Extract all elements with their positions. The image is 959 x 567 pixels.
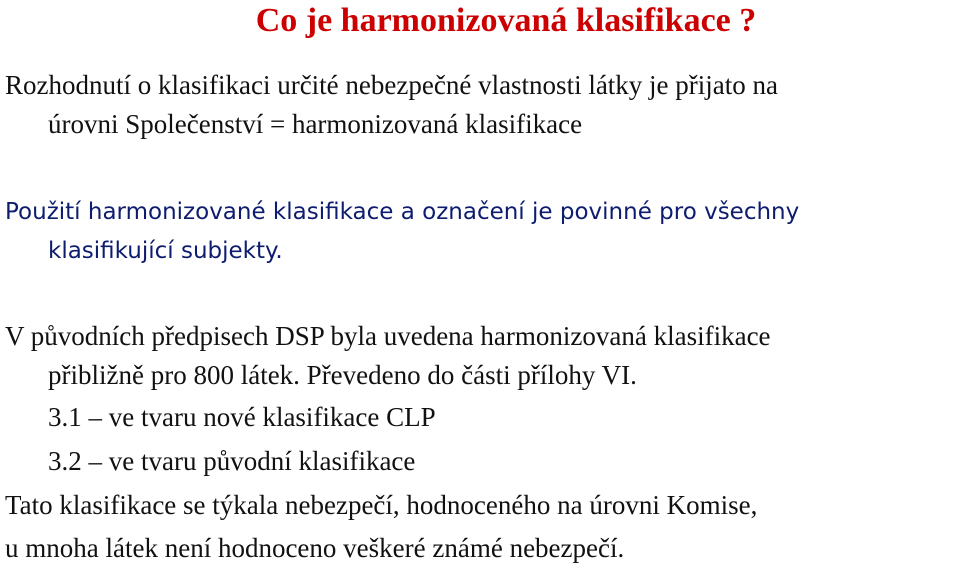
paragraph-1-line-2: úrovni Společenství = harmonizovaná klasifikace <box>48 109 583 139</box>
paragraph-4-line-2: u mnoha látek není hodnoceno veškeré známé nebezpečí. <box>5 533 625 563</box>
paragraph-3-line-2: přibližně pro 800 látek. Převedeno do části přílohy VI. <box>48 360 637 390</box>
paragraph-3-line-1: V původních předpisech DSP byla uvedena harmonizovaná klasifikace <box>5 321 771 351</box>
paragraph-2-line-2: klasifikující subjekty. <box>48 238 283 264</box>
paragraph-3-line-3: 3.1 – ve tvaru nové klasifikace CLP <box>48 402 436 432</box>
paragraph-2-line-1: Použití harmonizované klasifikace a označení je povinné pro všechny <box>5 199 800 225</box>
slide-title: Co je harmonizovaná klasifikace ? <box>255 2 757 39</box>
paragraph-4-line-1: Tato klasifikace se týkala nebezpečí, hodnoceného na úrovni Komise, <box>5 490 758 520</box>
paragraph-3-line-4: 3.2 – ve tvaru původní klasifikace <box>48 446 416 476</box>
paragraph-1-line-1: Rozhodnutí o klasifikaci určité nebezpečné vlastnosti látky je přijato na <box>5 70 779 100</box>
